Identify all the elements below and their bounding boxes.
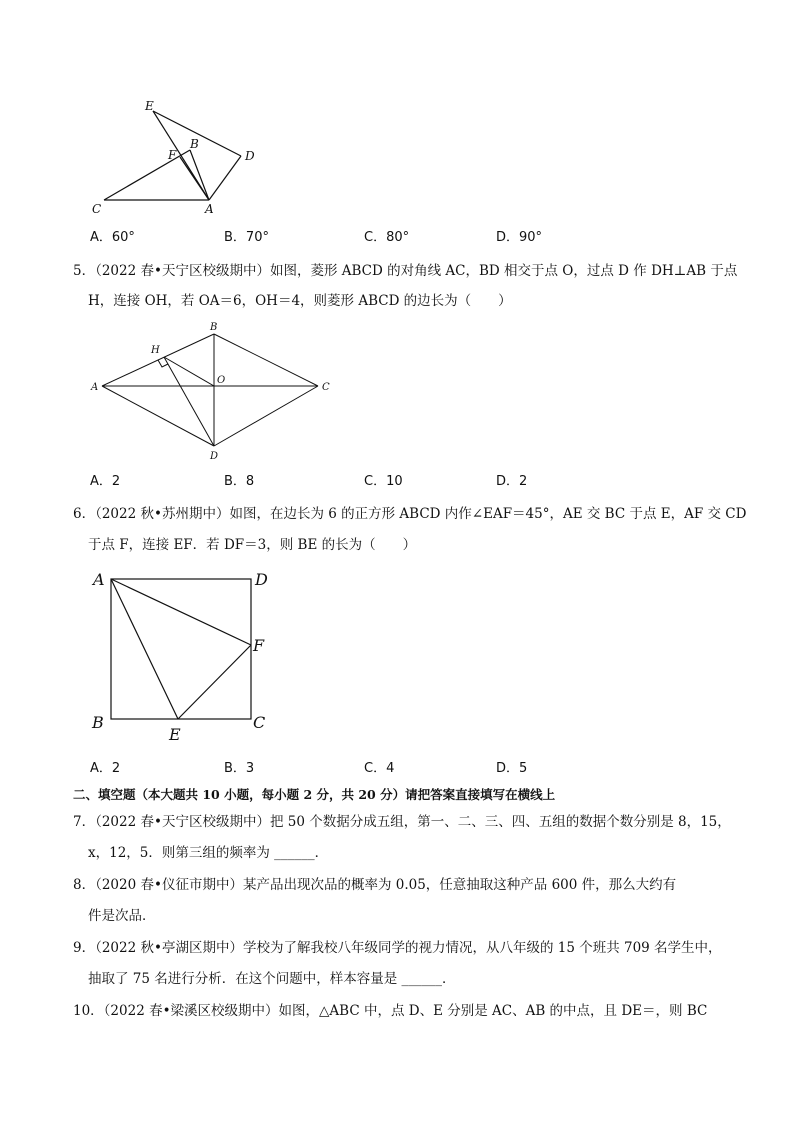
- label-A: A: [91, 382, 99, 393]
- q6-option-a[interactable]: A．2: [90, 761, 121, 776]
- q6-option-d[interactable]: D．5: [496, 761, 528, 776]
- q7-stem-line2: x，12，5．则第三组的频率为 ______．: [88, 845, 329, 861]
- q6-stem-line2: 于点 F，连接 EF．若 DF＝3，则 BE 的长为（ ）: [88, 537, 417, 553]
- q4-option-a[interactable]: A．60°: [90, 230, 135, 245]
- label-F: F: [253, 636, 265, 655]
- label-C: C: [322, 382, 330, 393]
- label-E: E: [169, 725, 181, 744]
- q5-option-c[interactable]: C．10: [364, 474, 403, 489]
- q5-option-a[interactable]: A．2: [90, 474, 121, 489]
- label-B: B: [210, 322, 218, 333]
- q6-stem-line1: 6．（2022 秋•苏州期中）如图，在边长为 6 的正方形 ABCD 内作∠EAF＝45°，AE 交 BC 于点 E，AF 交 CD: [73, 506, 747, 522]
- label-C: C: [253, 713, 266, 732]
- q9-stem-line1: 9．（2022 秋•亭湖区期中）学校为了解我校八年级同学的视力情况，从八年级的 15 个班共 709 名学生中，: [73, 940, 722, 956]
- label-D: D: [210, 451, 219, 462]
- label-A: A: [205, 202, 214, 216]
- label-C: C: [92, 202, 102, 216]
- label-O: O: [217, 375, 226, 386]
- q6-option-c[interactable]: C．4: [364, 761, 395, 776]
- label-A: A: [93, 570, 105, 589]
- q5-stem-line2: H，连接 OH，若 OA＝6，OH＝4，则菱形 ABCD 的边长为（ ）: [88, 293, 512, 309]
- q5-stem-line1: 5．（2022 春•天宁区校级期中）如图，菱形 ABCD 的对角线 AC，BD 相交于点 O，过点 D 作 DH⊥AB 于点: [73, 263, 738, 279]
- segment-EF: [178, 645, 251, 719]
- label-B: B: [190, 137, 199, 151]
- q5-option-b[interactable]: B．8: [224, 474, 255, 489]
- q6-option-b[interactable]: B．3: [224, 761, 255, 776]
- q10-stem-line1: 10．（2022 春•梁溪区校级期中）如图，△ABC 中，点 D、E 分别是 AC、AB 的中点，且 DE＝，则 BC: [73, 1003, 708, 1019]
- square-ABCD: [111, 579, 251, 719]
- q9-stem-line2: 抽取了 75 名进行分析．在这个问题中，样本容量是 ______．: [88, 971, 456, 987]
- label-D: D: [245, 149, 255, 163]
- label-E: E: [145, 99, 154, 113]
- segment-AF: [111, 579, 251, 645]
- label-B: B: [92, 713, 104, 732]
- section-heading-fill-in: 二、填空题（本大题共 10 小题，每小题 2 分，共 20 分）请把答案直接填写在横线上: [73, 787, 556, 802]
- q4-option-c[interactable]: C．80°: [364, 230, 410, 245]
- label-F: F: [168, 148, 177, 162]
- q7-stem-line1: 7．（2022 春•天宁区校级期中）把 50 个数据分成五组，第一、二、三、四、五组的数据个数分别是 8，15，: [73, 814, 731, 830]
- label-D: D: [255, 570, 268, 589]
- q8-stem-line2: 件是次品．: [88, 908, 156, 924]
- q4-option-b[interactable]: B．70°: [224, 230, 269, 245]
- q8-stem-line1: 8．（2020 春•仪征市期中）某产品出现次品的概率为 0.05，任意抽取这种产品 600 件，那么大约有: [73, 877, 677, 893]
- segment-AE: [111, 579, 178, 719]
- q5-option-d[interactable]: D．2: [496, 474, 528, 489]
- label-H: H: [151, 345, 160, 356]
- q4-option-d[interactable]: D．90°: [496, 230, 543, 245]
